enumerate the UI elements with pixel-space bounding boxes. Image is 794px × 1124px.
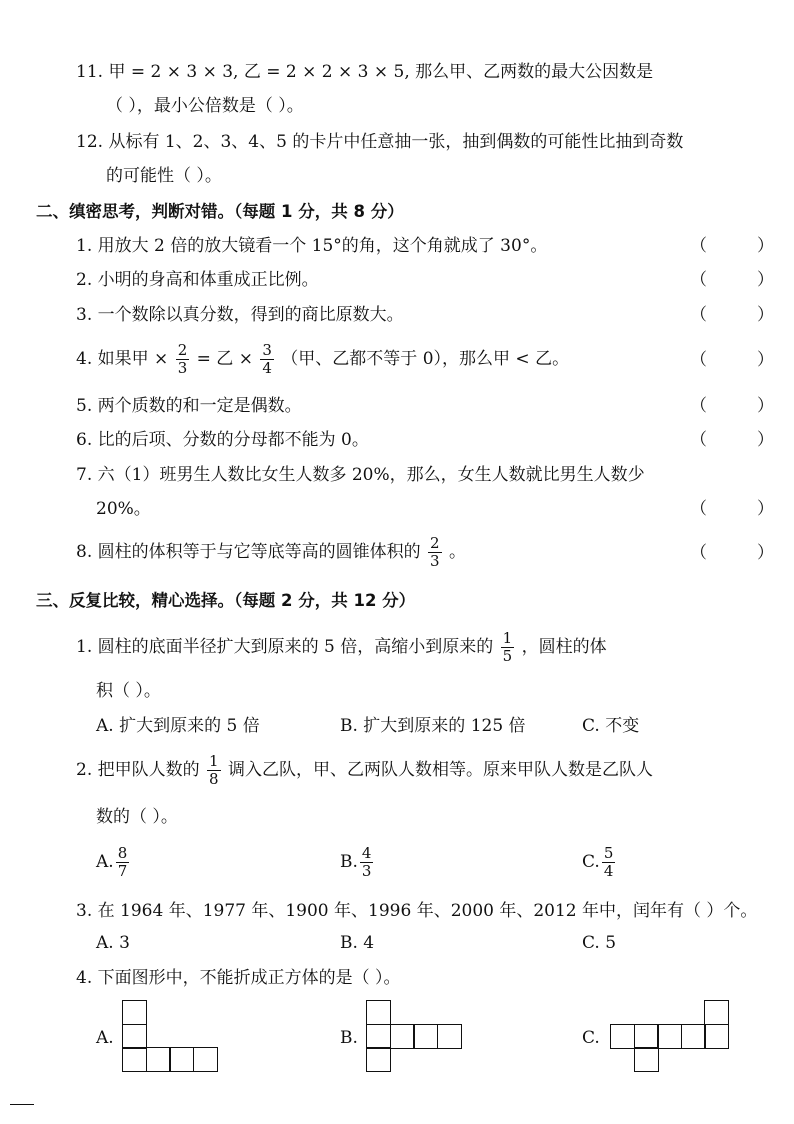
fraction: $\frac{1}{5}$ <box>502 629 513 665</box>
choice-q1-option-b[interactable]: B. 扩大到原来的 125 倍 <box>340 716 526 736</box>
q12-line2: 的可能性（ ）。 <box>106 166 222 186</box>
choice-q2-option-b[interactable]: B. $\frac{4}{3}$ <box>340 844 372 880</box>
fraction: $\frac{4}{3}$ <box>361 844 372 880</box>
answer-paren-4[interactable]: （ ） <box>690 350 774 370</box>
fraction: $\frac{5}{4}$ <box>603 844 614 880</box>
fraction: $\frac{3}{4}$ <box>262 341 272 377</box>
choice-q1-line2: 积（ ）。 <box>96 681 161 701</box>
net-square <box>366 1047 391 1072</box>
answer-paren-7[interactable]: （ ） <box>690 499 774 519</box>
choice-q3-option-a[interactable]: A. 3 <box>96 933 130 953</box>
fraction: $\frac{2}{3}$ <box>430 534 440 570</box>
choice-q1-option-a[interactable]: A. 扩大到原来的 5 倍 <box>96 716 260 736</box>
net-square <box>390 1024 415 1049</box>
net-square <box>122 1000 147 1025</box>
choice-q4: 4. 下面图形中，不能折成正方体的是（ ）。 <box>76 968 401 988</box>
net-square <box>704 1000 729 1025</box>
page-corner-rule <box>10 1104 34 1105</box>
net-square <box>193 1047 218 1072</box>
q11-line1: 11. 甲 = 2 × 3 × 3, 乙 = 2 × 2 × 3 × 5, 那么甲、乙两数的最大公因数是 <box>76 62 654 82</box>
choice-q1-option-c[interactable]: C. 不变 <box>582 716 640 736</box>
choice-q2-option-a[interactable]: A. $\frac{8}{7}$ <box>96 844 128 880</box>
choice-q4-option-a[interactable]: A. <box>96 1028 114 1048</box>
section-2-heading: 二、缜密思考，判断对错。（每题 1 分，共 8 分） <box>36 202 404 221</box>
fraction: $\frac{1}{8}$ <box>209 752 219 788</box>
answer-paren-3[interactable]: （ ） <box>690 305 774 325</box>
answer-paren-6[interactable]: （ ） <box>690 430 774 450</box>
judge-q4: 4. 如果甲 × $\frac{2}{3}$ = 乙 × $\frac{3}{4}$ （甲、乙都不等于 0），那么甲 < 乙。 <box>76 341 570 377</box>
net-square <box>122 1047 147 1072</box>
choice-q2-option-c[interactable]: C. $\frac{5}{4}$ <box>582 844 614 880</box>
judge-q7-line1: 7. 六（1）班男生人数比女生人数多 20%，那么，女生人数就比男生人数少 <box>76 465 645 485</box>
choice-q4-option-b[interactable]: B. <box>340 1028 358 1048</box>
judge-q1: 1. 用放大 2 倍的放大镜看一个 15°的角，这个角就成了 30°。 <box>76 236 548 256</box>
net-square <box>657 1024 682 1049</box>
net-square <box>610 1024 635 1049</box>
judge-q8: 8. 圆柱的体积等于与它等底等高的圆锥体积的 $\frac{2}{3}$ 。 <box>76 534 466 570</box>
net-square <box>634 1024 659 1049</box>
net-square <box>634 1047 659 1072</box>
judge-q2: 2. 小明的身高和体重成正比例。 <box>76 270 319 290</box>
fraction: $\frac{2}{3}$ <box>177 341 188 377</box>
choice-q2-line1: 2. 把甲队人数的 $\frac{1}{8}$ 调入乙队，甲、乙两队人数相等。原来甲队人数是乙队人 <box>76 752 653 788</box>
answer-paren-5[interactable]: （ ） <box>690 396 774 416</box>
choice-q3-option-c[interactable]: C. 5 <box>582 933 617 953</box>
net-square <box>146 1047 171 1072</box>
judge-q3: 3. 一个数除以真分数，得到的商比原数大。 <box>76 305 404 325</box>
choice-q2-line2: 数的（ ）。 <box>96 807 178 827</box>
net-square <box>437 1024 462 1049</box>
answer-paren-2[interactable]: （ ） <box>690 270 774 290</box>
answer-paren-1[interactable]: （ ） <box>690 236 774 256</box>
q11-line2: （ ），最小公倍数是（ ）。 <box>106 96 304 116</box>
q12-line1: 12. 从标有 1、2、3、4、5 的卡片中任意抽一张，抽到偶数的可能性比抽到奇数 <box>76 132 684 152</box>
section-3-heading: 三、反复比较，精心选择。（每题 2 分，共 12 分） <box>36 591 416 610</box>
choice-q4-option-c[interactable]: C. <box>582 1028 600 1048</box>
answer-paren-8[interactable]: （ ） <box>690 543 774 563</box>
net-square <box>681 1024 706 1049</box>
net-square <box>366 1024 391 1049</box>
judge-q6: 6. 比的后项、分数的分母都不能为 0。 <box>76 430 369 450</box>
choice-q3-option-b[interactable]: B. 4 <box>340 933 375 953</box>
choice-q1-line1: 1. 圆柱的底面半径扩大到原来的 5 倍，高缩小到原来的 $\frac{1}{5}$ ，圆柱的体 <box>76 629 607 665</box>
net-square <box>169 1047 194 1072</box>
judge-q7-line2: 20%。 <box>96 499 151 519</box>
net-square <box>366 1000 391 1025</box>
net-square <box>413 1024 438 1049</box>
fraction: $\frac{8}{7}$ <box>117 844 128 880</box>
choice-q3: 3. 在 1964 年、1977 年、1900 年、1996 年、2000 年、2012 年中，闰年有（ ）个。 <box>76 901 758 921</box>
net-square <box>122 1024 147 1049</box>
net-square <box>704 1024 729 1049</box>
judge-q5: 5. 两个质数的和一定是偶数。 <box>76 396 302 416</box>
